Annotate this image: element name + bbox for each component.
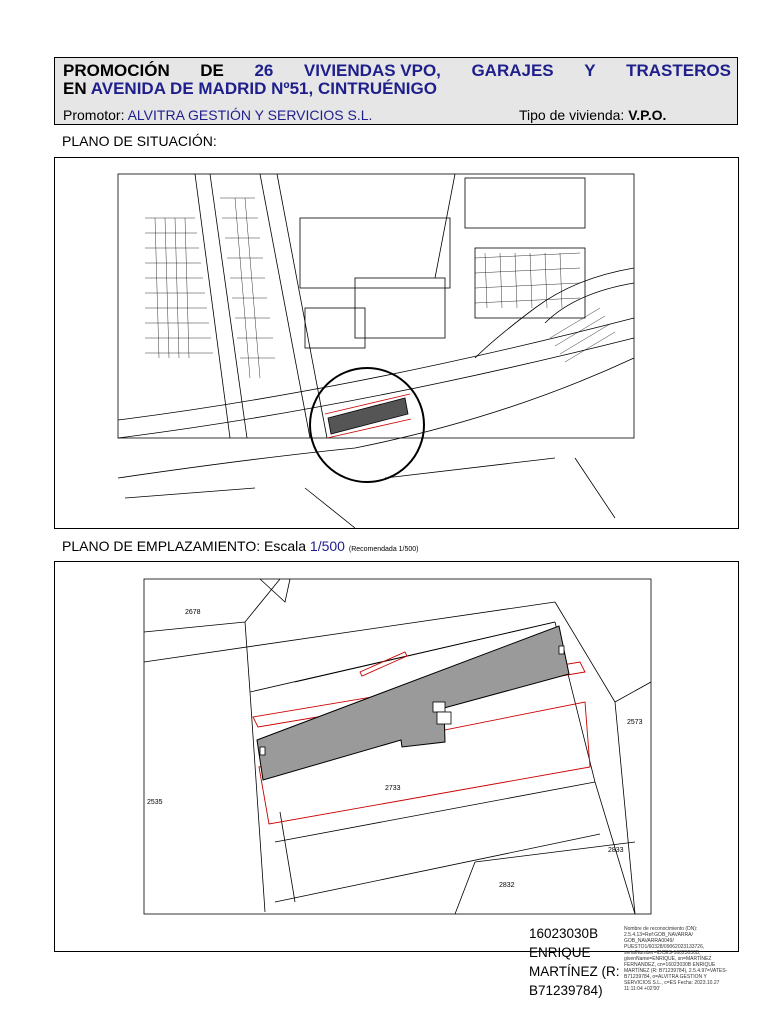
situacion-label: PLANO DE SITUACIÓN: — [62, 133, 217, 149]
emplazamiento-map — [55, 562, 738, 951]
parcel-number: 2832 — [499, 882, 515, 889]
title-word: 26 — [254, 61, 274, 80]
promotor-value: ALVITRA GESTIÓN Y SERVICIOS S.L. — [127, 107, 373, 123]
document-title — [63, 62, 731, 98]
emplazamiento-label-text: PLANO DE EMPLAZAMIENTO: Escala — [62, 538, 307, 554]
title-word: TRASTEROS — [626, 61, 731, 80]
tipo-vivienda — [519, 107, 666, 123]
promotor — [63, 107, 372, 123]
signature-line: ENRIQUE — [529, 945, 591, 960]
title-word: GARAJES — [471, 61, 554, 80]
digital-signature — [529, 924, 629, 1000]
tipo-value: V.P.O. — [628, 107, 667, 123]
parcel-number: 2678 — [185, 609, 201, 616]
tipo-label: Tipo de vivienda: — [519, 107, 625, 123]
title-address: AVENIDA DE MADRID Nº51, CINTRUÉNIGO — [90, 79, 437, 98]
signature-line: 16023030B — [529, 926, 599, 941]
building-footprint — [257, 626, 569, 780]
emplazamiento-map-frame — [54, 561, 739, 952]
title-word: VIVIENDAS VPO, — [303, 61, 441, 80]
emplazamiento-note: (Recomendada 1/500) — [348, 546, 419, 553]
emplazamiento-label — [62, 538, 419, 554]
signature-line: MARTÍNEZ (R: — [529, 964, 620, 979]
title-word: PROMOCIÓN — [63, 61, 170, 80]
situacion-map — [55, 158, 738, 528]
parcel-number: 2535 — [147, 799, 163, 806]
title-prefix: EN — [63, 79, 87, 98]
promotor-label: Promotor: — [63, 107, 125, 123]
parcel-number: 2833 — [608, 847, 624, 854]
title-word: Y — [584, 61, 596, 80]
situacion-map-frame — [54, 157, 739, 529]
header-box — [54, 57, 738, 125]
signature-detail: Nombre de reconocimiento (DN): 2.5.4.13=Ref:GOB_NAVARRA/ GOB_NAVARRA0049/ PUESTO1/60328/09062023133726, serialNumber=IDCES-16023030B, givenName=ENRIQUE, sn=MARTÍNEZ FERNANDEZ, cn=16023030B ENRIQUE MARTÍNEZ (R: B71239784), 2.5.4.97=VATES-B71239784, o=ALVITRA GESTION Y SERVICIOS S.L., c=ES Fecha: 2023.10.27 11:11:04 +02'00' — [624, 926, 728, 992]
parcel-number: 2733 — [385, 785, 401, 792]
parcel-number: 2573 — [627, 719, 643, 726]
title-word: DE — [200, 61, 224, 80]
site-marker — [310, 368, 424, 482]
signature-line: B71239784) — [529, 983, 603, 998]
emplazamiento-scale: 1/500 — [309, 538, 345, 554]
